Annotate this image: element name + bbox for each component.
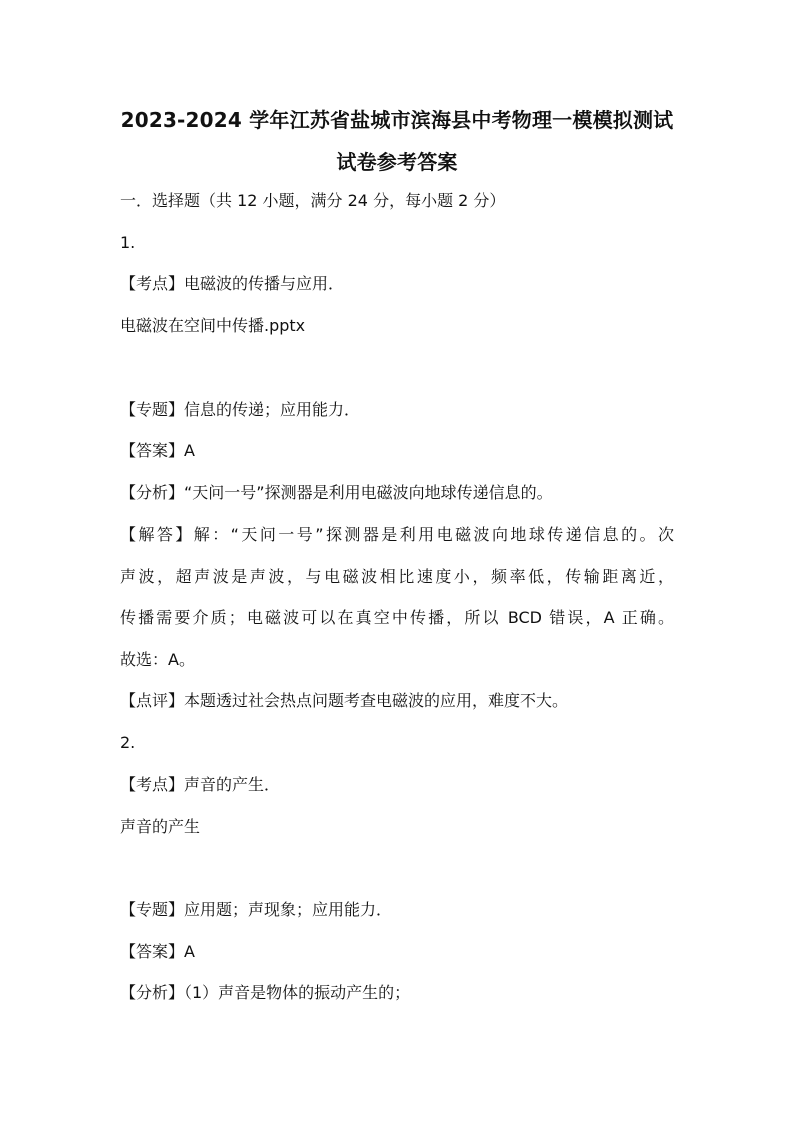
question-1-solution-line-4: 故选：A。 bbox=[120, 650, 195, 669]
question-1-solution-line-1: 【解答】解：“天问一号”探测器是利用电磁波向地球传递信息的。次 bbox=[120, 525, 674, 544]
question-1-kaodian: 【考点】电磁波的传播与应用． bbox=[120, 274, 345, 293]
document-title-line-2: 试卷参考答案 bbox=[336, 150, 458, 174]
section-heading: 一．选择题（共 12 小题，满分 24 分，每小题 2 分） bbox=[120, 191, 506, 210]
question-1-answer: 【答案】A bbox=[120, 441, 195, 460]
question-2-number: 2. bbox=[120, 733, 136, 752]
question-2-analysis: 【分析】（1）声音是物体的振动产生的； bbox=[120, 983, 411, 1002]
question-2-answer: 【答案】A bbox=[120, 942, 195, 961]
question-1-comment: 【点评】本题透过社会热点问题考查电磁波的应用，难度不大。 bbox=[120, 691, 569, 710]
question-1-zhuanti: 【专题】信息的传递；应用能力． bbox=[120, 400, 361, 419]
question-1-solution-line-3: 传播需要介质；电磁波可以在真空中传播，所以 BCD 错误，A 正确。 bbox=[120, 608, 674, 627]
question-2-zhuanti: 【专题】应用题；声现象；应用能力． bbox=[120, 900, 393, 919]
question-1-attachment-link[interactable]: 电磁波在空间中传播.pptx bbox=[120, 316, 306, 335]
question-1-solution-line-2: 声波，超声波是声波，与电磁波相比速度小，频率低，传输距离近， bbox=[120, 567, 674, 586]
question-1-number: 1. bbox=[120, 233, 136, 252]
question-2-attachment-link[interactable]: 声音的产生 bbox=[120, 817, 201, 836]
question-1-analysis: 【分析】“天问一号”探测器是利用电磁波向地球传递信息的。 bbox=[120, 483, 553, 502]
document-title-line-1: 2023-2024 学年江苏省盐城市滨海县中考物理一模模拟测试 bbox=[120, 108, 674, 132]
question-2-kaodian: 【考点】声音的产生． bbox=[120, 775, 281, 794]
